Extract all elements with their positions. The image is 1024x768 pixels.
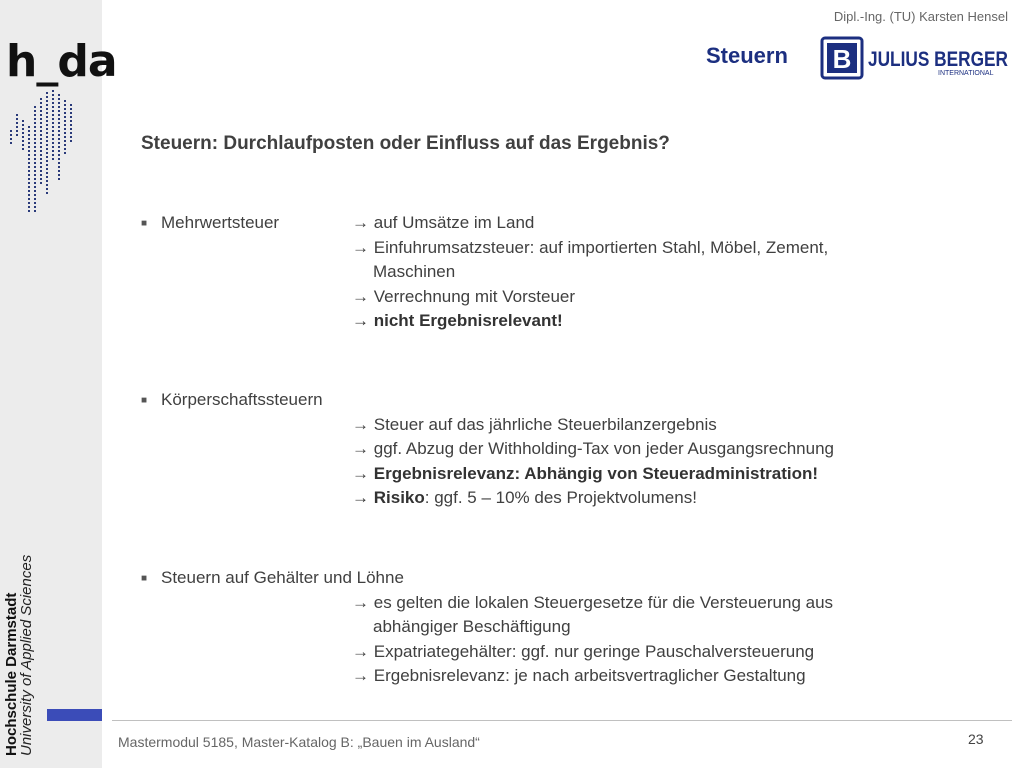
logo-dot [52,122,54,124]
logo-dot [46,108,48,110]
logo-dot [16,130,18,132]
logo-dot [70,140,72,142]
logo-dot [34,122,36,124]
logo-dot [64,104,66,106]
footer-text: Mastermodul 5185, Master-Katalog B: „Bauen im Ausland“ [118,734,480,750]
logo-dot [40,114,42,116]
logo-dot [46,112,48,114]
logo-dot [40,102,42,104]
logo-dot [28,166,30,168]
logo-dot [22,144,24,146]
block-lohnsteuer [141,566,834,689]
author-label: Dipl.-Ing. (TU) Karsten Hensel [833,9,1008,24]
logo-dot [34,114,36,116]
block-line: Ergebnisrelevanz: je nach arbeitsvertraglicher Gestaltung [373,666,806,685]
logo-dot [46,168,48,170]
bullet-icon: ■ [141,573,148,584]
logo-dot [64,120,66,122]
school-name: Hochschule Darmstadt [3,592,20,756]
arrow-icon: → [352,286,369,306]
logo-dot [58,98,60,100]
logo-dot [34,118,36,120]
logo-dot [46,136,48,138]
footer-divider [112,720,1012,721]
logo-dot [70,108,72,110]
arrow-icon: → [352,463,369,483]
logo-dot [34,142,36,144]
logo-dot [46,188,48,190]
dotted-logo-graphic [4,86,74,216]
block-mehrwertsteuer [141,211,829,334]
logo-dot [40,106,42,108]
school-subtitle: University of Applied Sciences [18,554,35,756]
logo-dot [10,130,12,132]
logo-dot [46,148,48,150]
hda-logo: h_da [6,36,117,87]
logo-dot [16,118,18,120]
logo-dot [40,174,42,176]
logo-dot [28,142,30,144]
arrow-icon: → [352,237,369,257]
logo-dot [34,178,36,180]
logo-dot [16,134,18,136]
logo-dot [58,138,60,140]
logo-dot [58,150,60,152]
logo-dot [28,202,30,204]
logo-dot [52,126,54,128]
logo-dot [40,130,42,132]
bullet-icon: ■ [141,395,148,406]
logo-dot [28,174,30,176]
logo-dot [28,190,30,192]
logo-dot [40,122,42,124]
logo-dot [70,104,72,106]
logo-dot [34,206,36,208]
logo-dot [28,210,30,212]
logo-dot [58,118,60,120]
logo-dot [10,142,12,144]
logo-dot [40,118,42,120]
logo-dot [52,130,54,132]
logo-dot [28,126,30,128]
block-label: Körperschaftssteuern [161,390,323,409]
logo-dot [28,194,30,196]
logo-sub: INTERNATIONAL [938,70,994,77]
logo-dot [16,122,18,124]
logo-dot [10,138,12,140]
logo-dot [52,150,54,152]
company-logo [820,36,1015,80]
logo-dot [40,126,42,128]
logo-dot [34,182,36,184]
logo-name: JULIUS BERGER [868,48,1008,71]
logo-dot [70,120,72,122]
logo-dot [22,136,24,138]
logo-dot [34,210,36,212]
logo-dot [40,166,42,168]
logo-dot [40,178,42,180]
logo-dot [34,126,36,128]
logo-dot [58,130,60,132]
logo-dot [64,112,66,114]
logo-dot [46,144,48,146]
logo-dot [16,126,18,128]
logo-dot [52,98,54,100]
logo-dot [22,148,24,150]
block-label: Mehrwertsteuer [161,213,280,232]
accent-bar [47,709,102,721]
logo-dot [34,134,36,136]
logo-dot [52,118,54,120]
logo-dot [40,142,42,144]
logo-dot [70,112,72,114]
logo-dot [46,140,48,142]
logo-dot [58,146,60,148]
logo-dot [34,146,36,148]
logo-dot [34,202,36,204]
logo-dot [64,140,66,142]
logo-dot [70,132,72,134]
logo-dot [58,102,60,104]
logo-dot [40,134,42,136]
logo-dot [34,130,36,132]
arrow-icon: → [352,641,369,661]
logo-dot [64,124,66,126]
arrow-icon: → [352,414,369,434]
logo-dot [46,116,48,118]
logo-dot [46,172,48,174]
logo-dot [58,134,60,136]
logo-dot [58,106,60,108]
logo-dot [34,158,36,160]
logo-dot [58,154,60,156]
logo-dot [64,148,66,150]
logo-dot [40,150,42,152]
logo-dot [64,108,66,110]
logo-dot [22,132,24,134]
logo-dot [34,174,36,176]
block-line-emphasis: Risiko [373,488,425,507]
logo-dot [70,124,72,126]
logo-dot [58,178,60,180]
logo-dot [52,94,54,96]
logo-dot [58,174,60,176]
school-name-vertical [4,516,34,756]
logo-dot [28,198,30,200]
logo-dot [52,106,54,108]
logo-dot [16,114,18,116]
block-line: Verrechnung mit Vorsteuer [373,286,576,306]
logo-dot [28,134,30,136]
logo-dot [52,154,54,156]
logo-dot [64,128,66,130]
logo-dot [28,182,30,184]
arrow-icon: → [352,666,369,685]
logo-dot [52,90,54,92]
logo-dot [58,126,60,128]
logo-dot [28,130,30,132]
logo-dot [28,138,30,140]
block-koerperschaftssteuern [141,388,834,511]
logo-dot [22,120,24,122]
arrow-icon: → [352,488,369,507]
logo-dot [52,146,54,148]
block-line: ggf. Abzug der Withholding-Tax von jeder Ausgangsrechnung [373,439,834,458]
logo-dot [28,170,30,172]
logo-dot [46,160,48,162]
logo-dot [46,128,48,130]
logo-dot [34,138,36,140]
logo-dot [40,98,42,100]
logo-dot [58,158,60,160]
logo-dot [40,182,42,184]
logo-dot [64,136,66,138]
logo-dot [40,110,42,112]
block-line: Maschinen [373,262,456,281]
page-number: 23 [968,731,984,747]
logo-dot [58,170,60,172]
logo-dot [52,138,54,140]
logo-dot [28,178,30,180]
block-line: : ggf. 5 – 10% des Projektvolumens! [424,488,697,507]
logo-dot [34,186,36,188]
logo-dot [28,186,30,188]
logo-dot [46,184,48,186]
block-label: Steuern auf Gehälter und Löhne [161,568,404,587]
arrow-icon: → [352,439,369,458]
logo-dot [22,124,24,126]
block-line: es gelten die lokalen Steuergesetze für die Versteuerung aus [373,592,834,612]
logo-dot [64,144,66,146]
block-line: Einfuhrumsatzsteuer: auf importierten Stahl, Möbel, Zement, [373,237,829,257]
logo-dot [46,164,48,166]
logo-dot [70,128,72,130]
logo-dot [22,140,24,142]
block-line: Expatriategehälter: ggf. nur geringe Pauschalversteuerung [373,641,815,661]
logo-dot [46,152,48,154]
logo-dot [58,94,60,96]
logo-dot [46,180,48,182]
logo-dot [58,162,60,164]
logo-dot [58,110,60,112]
logo-dot [28,158,30,160]
block-line: Steuer auf das jährliche Steuerbilanzergebnis [373,414,717,434]
arrow-icon: → [352,213,369,232]
logo-dot [10,134,12,136]
logo-dot [46,124,48,126]
logo-dot [34,106,36,108]
sidebar [0,0,117,768]
logo-dot [46,132,48,134]
bullet-icon: ■ [141,218,148,229]
logo-dot [58,122,60,124]
block-line: abhängiger Beschäftigung [373,617,571,636]
logo-dot [46,176,48,178]
logo-dot [34,110,36,112]
logo-dot [28,206,30,208]
logo-dot [46,92,48,94]
logo-dot [64,100,66,102]
logo-dot [34,150,36,152]
logo-dot [40,162,42,164]
logo-dot [52,114,54,116]
logo-dot [34,154,36,156]
logo-dot [70,136,72,138]
logo-dot [40,146,42,148]
logo-dot [52,134,54,136]
logo-dot [64,116,66,118]
logo-dot [28,154,30,156]
logo-dot [34,194,36,196]
logo-dot [52,102,54,104]
logo-dot [58,142,60,144]
logo-dot [58,166,60,168]
logo-dot [46,156,48,158]
logo-dot [28,146,30,148]
logo-dot [64,132,66,134]
logo-mark: B [832,44,852,74]
logo-dot [46,104,48,106]
logo-dot [52,142,54,144]
section-title: Steuern [706,43,788,68]
logo-dot [40,138,42,140]
logo-dot [34,166,36,168]
slide-heading: Steuern: Durchlaufposten oder Einfluss auf das Ergebnis? [141,133,670,154]
logo-dot [34,162,36,164]
logo-dot [22,128,24,130]
logo-dot [64,152,66,154]
logo-dot [46,96,48,98]
logo-dot [46,120,48,122]
logo-dot [40,158,42,160]
logo-dot [46,192,48,194]
logo-dot [70,116,72,118]
block-line-emphasis: Ergebnisrelevanz: Abhängig von Steueradministration! [373,463,819,483]
logo-dot [40,154,42,156]
arrow-icon: → [352,592,369,612]
block-line-emphasis: nicht Ergebnisrelevant! [373,311,563,330]
block-line: auf Umsätze im Land [373,213,535,232]
logo-dot [34,198,36,200]
logo-dot [28,150,30,152]
logo-dot [58,114,60,116]
arrow-icon: → [352,311,369,330]
logo-dot [52,158,54,160]
logo-dot [34,170,36,172]
logo-dot [46,100,48,102]
logo-dot [28,162,30,164]
logo-dot [40,170,42,172]
logo-dot [52,110,54,112]
logo-dot [34,190,36,192]
